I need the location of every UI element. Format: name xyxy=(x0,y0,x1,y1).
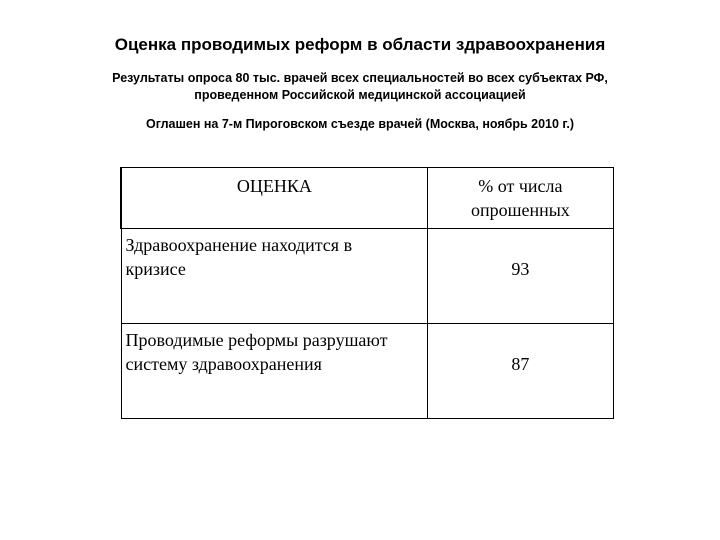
assessment-line: Проводимые реформы разрушают xyxy=(125,330,388,350)
table-header-row xyxy=(121,168,614,229)
column-header-percent-line: % от числа xyxy=(478,176,563,196)
assessment-cell xyxy=(121,229,427,324)
column-header-percent-line: опрошенных xyxy=(470,200,570,220)
percent-cell: 87 xyxy=(427,324,613,419)
announcement-note: Оглашен на 7-м Пироговском съезде врачей (Москва, ноябрь 2010 г.) xyxy=(145,117,575,131)
assessment-line: систему здравоохранения xyxy=(125,354,322,374)
subtitle-line: проведенном Российской медицинской ассоциацией xyxy=(194,88,526,102)
assessment-line: кризисе xyxy=(125,259,186,279)
survey-subtitle xyxy=(40,70,680,104)
subtitle-line: Результаты опроса 80 тыс. врачей всех специальностей во всех субъектах РФ, xyxy=(112,71,608,85)
table-row xyxy=(121,229,614,324)
column-header-assessment xyxy=(121,168,427,229)
column-header-percent xyxy=(427,168,613,229)
survey-results-table xyxy=(120,167,614,419)
table-row xyxy=(121,324,614,419)
assessment-cell xyxy=(121,324,427,419)
column-header-assessment-label: ОЦЕНКА xyxy=(236,176,312,196)
assessment-line: Здравоохранение находится в xyxy=(125,235,353,255)
page-title: Оценка проводимых реформ в области здравоохранения xyxy=(114,35,606,54)
percent-cell: 93 xyxy=(427,229,613,324)
